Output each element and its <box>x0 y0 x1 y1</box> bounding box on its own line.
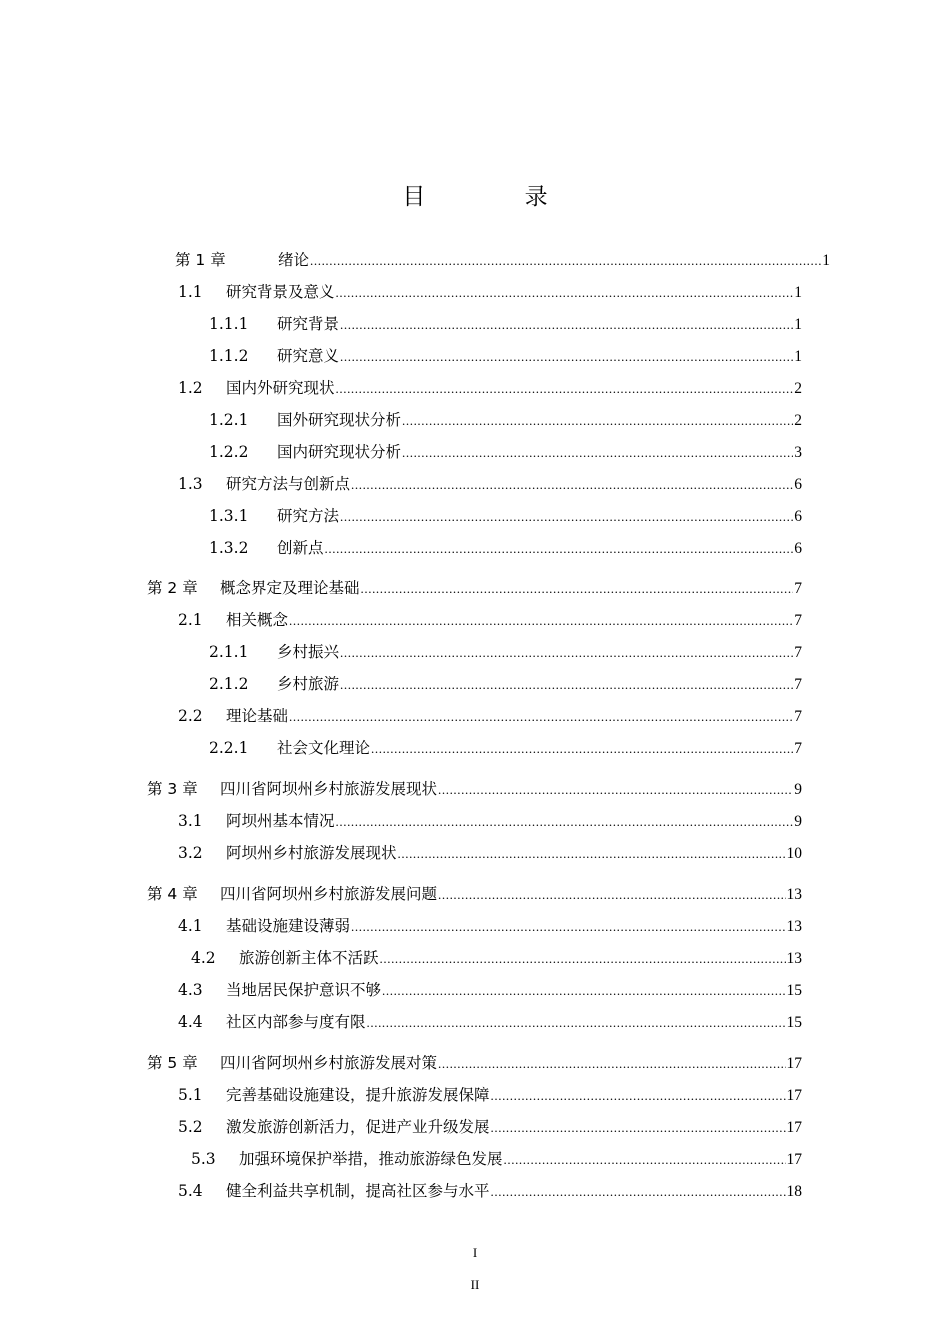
toc-entry[interactable] <box>209 642 802 663</box>
toc-entry[interactable] <box>209 738 802 759</box>
toc-entry-number: 2.1.2 <box>209 675 249 693</box>
toc-leader-dots <box>491 1182 786 1202</box>
toc-entry[interactable] <box>209 442 802 463</box>
toc-entry[interactable] <box>209 346 802 367</box>
toc-entry-page: 7 <box>794 708 802 725</box>
toc-leader-dots <box>310 251 821 271</box>
footer-page-number-secondary: II <box>470 1277 480 1292</box>
toc-entry-label: 国内外研究现状 <box>226 379 335 397</box>
toc-entry-number: 3.2 <box>178 844 203 862</box>
toc-leader-dots <box>438 1054 785 1074</box>
toc-entry-label: 健全利益共享机制，提高社区参与水平 <box>226 1182 490 1200</box>
toc-entry-number: 1.2 <box>178 379 203 397</box>
toc-leader-dots <box>382 981 785 1001</box>
toc-entry-label: 研究背景 <box>277 315 340 333</box>
toc-entry[interactable] <box>178 378 802 399</box>
toc-leader-dots <box>491 1086 786 1106</box>
toc-entry-page: 6 <box>794 476 802 493</box>
toc-leader-dots <box>351 475 793 495</box>
toc-entry[interactable] <box>209 410 802 431</box>
toc-entry-number: 5.3 <box>191 1150 216 1168</box>
toc-entry-label: 完善基础设施建设，提升旅游发展保障 <box>226 1086 490 1104</box>
toc-leader-dots <box>336 283 794 303</box>
toc-entry-number: 第 5 章 <box>147 1054 198 1072</box>
toc-entry-page: 1 <box>794 348 802 365</box>
toc-leader-dots <box>371 739 793 759</box>
toc-entry-label: 研究方法与创新点 <box>226 475 351 493</box>
toc-entry-number: 第 4 章 <box>147 885 198 903</box>
toc-entry-page: 1 <box>794 284 802 301</box>
toc-entry-page: 2 <box>794 380 802 397</box>
toc-leader-dots <box>351 917 785 937</box>
toc-entry-label: 概念界定及理论基础 <box>220 579 360 597</box>
toc-entry-number: 2.1 <box>178 611 203 629</box>
toc-entry-page: 17 <box>786 1151 802 1168</box>
toc-entry-number: 第 1 章 <box>175 251 226 269</box>
toc-entry[interactable] <box>178 1012 802 1033</box>
toc-leader-dots <box>340 507 793 527</box>
toc-leader-dots <box>289 707 793 727</box>
toc-entry-label: 基础设施建设薄弱 <box>226 917 351 935</box>
toc-leader-dots <box>380 949 786 969</box>
toc-entry-page: 6 <box>794 540 802 557</box>
toc-leader-dots <box>367 1013 786 1033</box>
footer-page-number: I <box>472 1245 478 1260</box>
toc-entry-page: 7 <box>794 580 802 597</box>
toc-entry-page: 13 <box>786 918 802 935</box>
toc-entry[interactable] <box>209 506 802 527</box>
toc-entry-page: 13 <box>786 886 802 903</box>
toc-entry-label: 国外研究现状分析 <box>277 411 402 429</box>
toc-entry-label: 国内研究现状分析 <box>277 443 402 461</box>
toc-entry-number: 1.1.1 <box>209 315 249 333</box>
toc-entry-label: 四川省阿坝州乡村旅游发展现状 <box>220 780 438 798</box>
toc-entry[interactable] <box>175 250 830 271</box>
toc-entry[interactable] <box>191 1149 802 1170</box>
toc-leader-dots <box>340 347 793 367</box>
toc-entry-label: 乡村旅游 <box>277 675 340 693</box>
toc-leader-dots <box>504 1150 786 1170</box>
toc-entry-number: 4.2 <box>191 949 216 967</box>
toc-entry[interactable] <box>178 811 802 832</box>
toc-entry-number: 2.1.1 <box>209 643 249 661</box>
toc-entry-page: 18 <box>786 1183 802 1200</box>
toc-entry-number: 1.3 <box>178 475 203 493</box>
toc-entry-label: 当地居民保护意识不够 <box>226 981 382 999</box>
toc-entry-label: 旅游创新主体不活跃 <box>239 949 379 967</box>
toc-entry-number: 1.1 <box>178 283 203 301</box>
toc-entry-label: 乡村振兴 <box>277 643 340 661</box>
toc-entry-page: 9 <box>794 781 802 798</box>
toc-entry-page: 17 <box>786 1055 802 1072</box>
toc-entry-number: 1.3.1 <box>209 507 249 525</box>
toc-entry[interactable] <box>178 282 802 303</box>
toc-entry[interactable] <box>209 538 802 559</box>
toc-entry-number: 2.2 <box>178 707 203 725</box>
toc-entry-page: 7 <box>794 740 802 757</box>
toc-entry-page: 7 <box>794 612 802 629</box>
toc-entry[interactable] <box>191 948 802 969</box>
toc-entry-page: 17 <box>786 1087 802 1104</box>
toc-entry[interactable] <box>178 1085 802 1106</box>
toc-entry-page: 2 <box>794 412 802 429</box>
toc-entry-page: 6 <box>794 508 802 525</box>
toc-entry[interactable] <box>178 1117 802 1138</box>
toc-leader-dots <box>438 780 793 800</box>
toc-entry-page: 13 <box>786 950 802 967</box>
toc-entry-number: 4.1 <box>178 917 203 935</box>
toc-leader-dots <box>340 675 793 695</box>
toc-entry[interactable] <box>178 706 802 727</box>
toc-entry-label: 相关概念 <box>226 611 289 629</box>
toc-leader-dots <box>491 1118 786 1138</box>
toc-entry-number: 2.2.1 <box>209 739 249 757</box>
toc-leader-dots <box>340 643 793 663</box>
toc-entry-label: 创新点 <box>277 539 324 557</box>
toc-entry-number: 1.3.2 <box>209 539 249 557</box>
toc-entry-page: 3 <box>794 444 802 461</box>
toc-entry-page: 10 <box>786 845 802 862</box>
toc-entry-number: 5.1 <box>178 1086 203 1104</box>
toc-entry-number: 5.2 <box>178 1118 203 1136</box>
toc-leader-dots <box>289 611 793 631</box>
toc-entry-number: 3.1 <box>178 812 203 830</box>
toc-entry[interactable] <box>147 884 802 905</box>
toc-entry-label: 四川省阿坝州乡村旅游发展问题 <box>220 885 438 903</box>
toc-entry[interactable] <box>147 578 802 599</box>
toc-entry-label: 研究方法 <box>277 507 340 525</box>
toc-entry[interactable] <box>209 314 802 335</box>
toc-leader-dots <box>336 379 794 399</box>
toc-entry[interactable] <box>178 980 802 1001</box>
toc-entry-label: 理论基础 <box>226 707 289 725</box>
toc-entry-label: 激发旅游创新活力，促进产业升级发展 <box>226 1118 490 1136</box>
toc-entry[interactable] <box>209 674 802 695</box>
toc-entry-number: 4.4 <box>178 1013 203 1031</box>
toc-entry[interactable] <box>147 779 802 800</box>
toc-entry[interactable] <box>178 916 802 937</box>
toc-entry-label: 研究意义 <box>277 347 340 365</box>
toc-leader-dots <box>402 443 793 463</box>
toc-entry-number: 1.1.2 <box>209 347 249 365</box>
toc-entry-label: 社区内部参与度有限 <box>226 1013 366 1031</box>
toc-entry-label: 研究背景及意义 <box>226 283 335 301</box>
toc-entry-page: 15 <box>786 1014 802 1031</box>
toc-leader-dots <box>336 812 794 832</box>
toc-entry-label: 阿坝州基本情况 <box>226 812 335 830</box>
toc-leader-dots <box>398 844 786 864</box>
toc-entry-page: 15 <box>786 982 802 999</box>
toc-entry-page: 1 <box>822 252 830 269</box>
toc-leader-dots <box>325 539 794 559</box>
toc-title: 目 录 <box>402 184 594 210</box>
toc-entry-number: 4.3 <box>178 981 203 999</box>
toc-entry-number: 5.4 <box>178 1182 203 1200</box>
toc-entry-page: 9 <box>794 813 802 830</box>
toc-entry-page: 7 <box>794 676 802 693</box>
toc-entry-label: 阿坝州乡村旅游发展现状 <box>226 844 397 862</box>
toc-leader-dots <box>361 579 794 599</box>
toc-leader-dots <box>402 411 793 431</box>
toc-entry-number: 第 3 章 <box>147 780 198 798</box>
toc-entry-number: 1.2.1 <box>209 411 249 429</box>
toc-entry-number: 第 2 章 <box>147 579 198 597</box>
toc-entry[interactable] <box>178 843 802 864</box>
toc-entry-label: 四川省阿坝州乡村旅游发展对策 <box>220 1054 438 1072</box>
toc-entry-label: 加强环境保护举措，推动旅游绿色发展 <box>239 1150 503 1168</box>
toc-leader-dots <box>340 315 793 335</box>
toc-entry[interactable] <box>178 610 802 631</box>
toc-entry[interactable] <box>178 1181 802 1202</box>
toc-leader-dots <box>438 885 785 905</box>
toc-entry-number: 1.2.2 <box>209 443 249 461</box>
toc-entry-page: 17 <box>786 1119 802 1136</box>
toc-entry-label: 社会文化理论 <box>277 739 371 757</box>
toc-entry-label: 绪论 <box>278 251 310 269</box>
toc-entry[interactable] <box>147 1053 802 1074</box>
toc-entry[interactable] <box>178 474 802 495</box>
toc-entry-page: 1 <box>794 316 802 333</box>
toc-entry-page: 7 <box>794 644 802 661</box>
